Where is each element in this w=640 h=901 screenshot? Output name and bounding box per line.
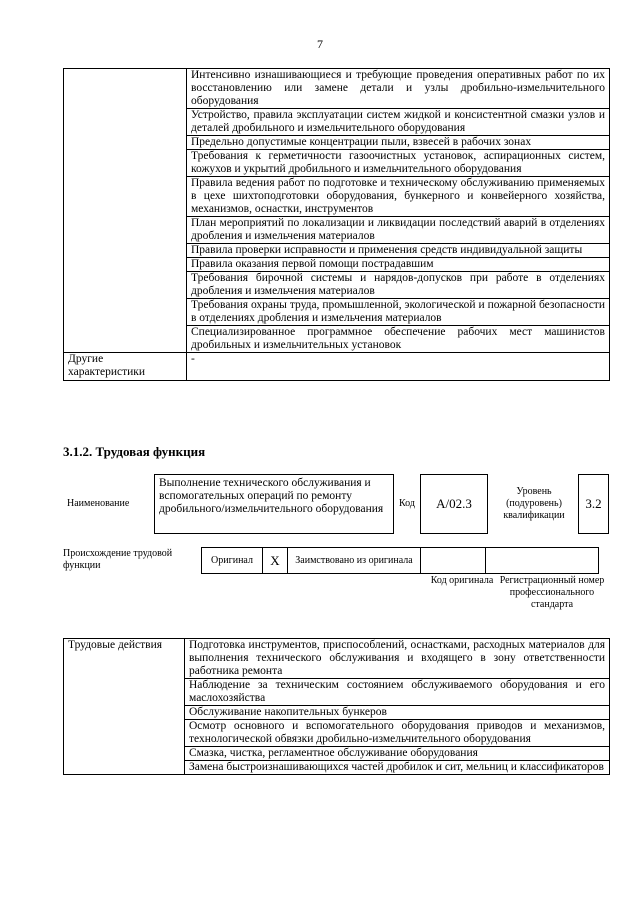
table-cell: Подготовка инструментов, приспособлений, оснастками, расходных материалов для выполнения технического обслуживания и входящего в зону ответственности работника ремонта <box>185 639 610 679</box>
table-cell: Требования охраны труда, промышленной, экологической и пожарной безопасности в отделениях дробления и измельчения материалов <box>187 299 610 326</box>
table-cell: Обслуживание накопительных бункеров <box>185 706 610 720</box>
table-cell: План мероприятий по локализации и ликвидации последствий аварий в отделениях дробления и измельчения материалов <box>187 217 610 244</box>
table-cell: Специализированное программное обеспечение рабочих мест машинистов дробильных и измельчительных установок <box>187 326 610 353</box>
qualification-level-label: Уровень (подуровень) квалификации <box>503 486 565 521</box>
function-code-box: А/02.3 <box>420 474 488 534</box>
table-cell: Правила ведения работ по подготовке и техническому обслуживанию применяемых в цехе шихтоподготовки оборудования, бункерного и конвейерного хозяйства, механизмов, оснастки, инструментов <box>187 177 610 217</box>
registration-number-cell <box>486 548 599 574</box>
table-cell: Замена быстроизнашивающихся частей дробилок и сит, мельниц и классификаторов <box>185 761 610 775</box>
table-cell: Наблюдение за техническим состоянием обслуживаемого оборудования и его маслохозяйства <box>185 679 610 706</box>
original-mark: X <box>263 548 288 574</box>
table-cell: Осмотр основного и вспомогательного оборудования приводов и механизмов, технологической обвязки дробильно-измельчительного оборудования <box>185 720 610 747</box>
qualification-level-box: 3.2 <box>578 474 609 534</box>
labor-actions-label: Трудовые действия <box>64 639 185 775</box>
table-row <box>64 353 610 381</box>
origin-table <box>201 547 599 574</box>
table-row <box>64 69 610 109</box>
table-cell: Интенсивно изнашивающиеся и требующие проведения оперативных работ по их восстановлению или замене детали и узлы дробильно-измельчительного оборудования <box>187 69 610 109</box>
borrowed-label: Заимствовано из оригинала <box>288 548 421 574</box>
table-cell: Требования к герметичности газоочистных установок, аспирационных систем, кожухов и укрытий дробильного и измельчительного оборудования <box>187 150 610 177</box>
table-cell: Требования бирочной системы и нарядов-допусков при работе в отделениях дробления и измельчения материалов <box>187 272 610 299</box>
table-row <box>64 639 610 679</box>
original-code-caption: Код оригинала <box>430 575 494 586</box>
code-label: Код <box>399 498 415 509</box>
knowledge-table <box>63 68 610 381</box>
original-label: Оригинал <box>202 548 263 574</box>
function-name-box: Выполнение технического обслуживания и вспомогательных операций по ремонту дробильного/измельчительного оборудования <box>154 474 394 534</box>
row-label-empty <box>64 69 187 353</box>
original-code-cell <box>421 548 486 574</box>
table-cell: Правила оказания первой помощи пострадавшим <box>187 258 610 272</box>
table-cell: Правила проверки исправности и применения средств индивидуальной защиты <box>187 244 610 258</box>
table-cell: Предельно допустимые концентрации пыли, взвесей в рабочих зонах <box>187 136 610 150</box>
other-characteristics-value: - <box>187 353 610 381</box>
page-number: 7 <box>317 37 323 51</box>
labor-actions-table <box>63 638 610 775</box>
name-label: Наименование <box>67 498 130 509</box>
table-cell: Устройство, правила эксплуатации систем жидкой и консистентной смазки узлов и деталей дробильного и измельчительного оборудования <box>187 109 610 136</box>
section-heading: 3.1.2. Трудовая функция <box>63 444 206 459</box>
origin-label: Происхождение трудовой функции <box>63 548 173 571</box>
table-cell: Смазка, чистка, регламентное обслуживание оборудования <box>185 747 610 761</box>
other-characteristics-label: Другие характеристики <box>64 353 187 381</box>
registration-number-caption: Регистрационный номер профессионального стандарта <box>499 575 605 610</box>
